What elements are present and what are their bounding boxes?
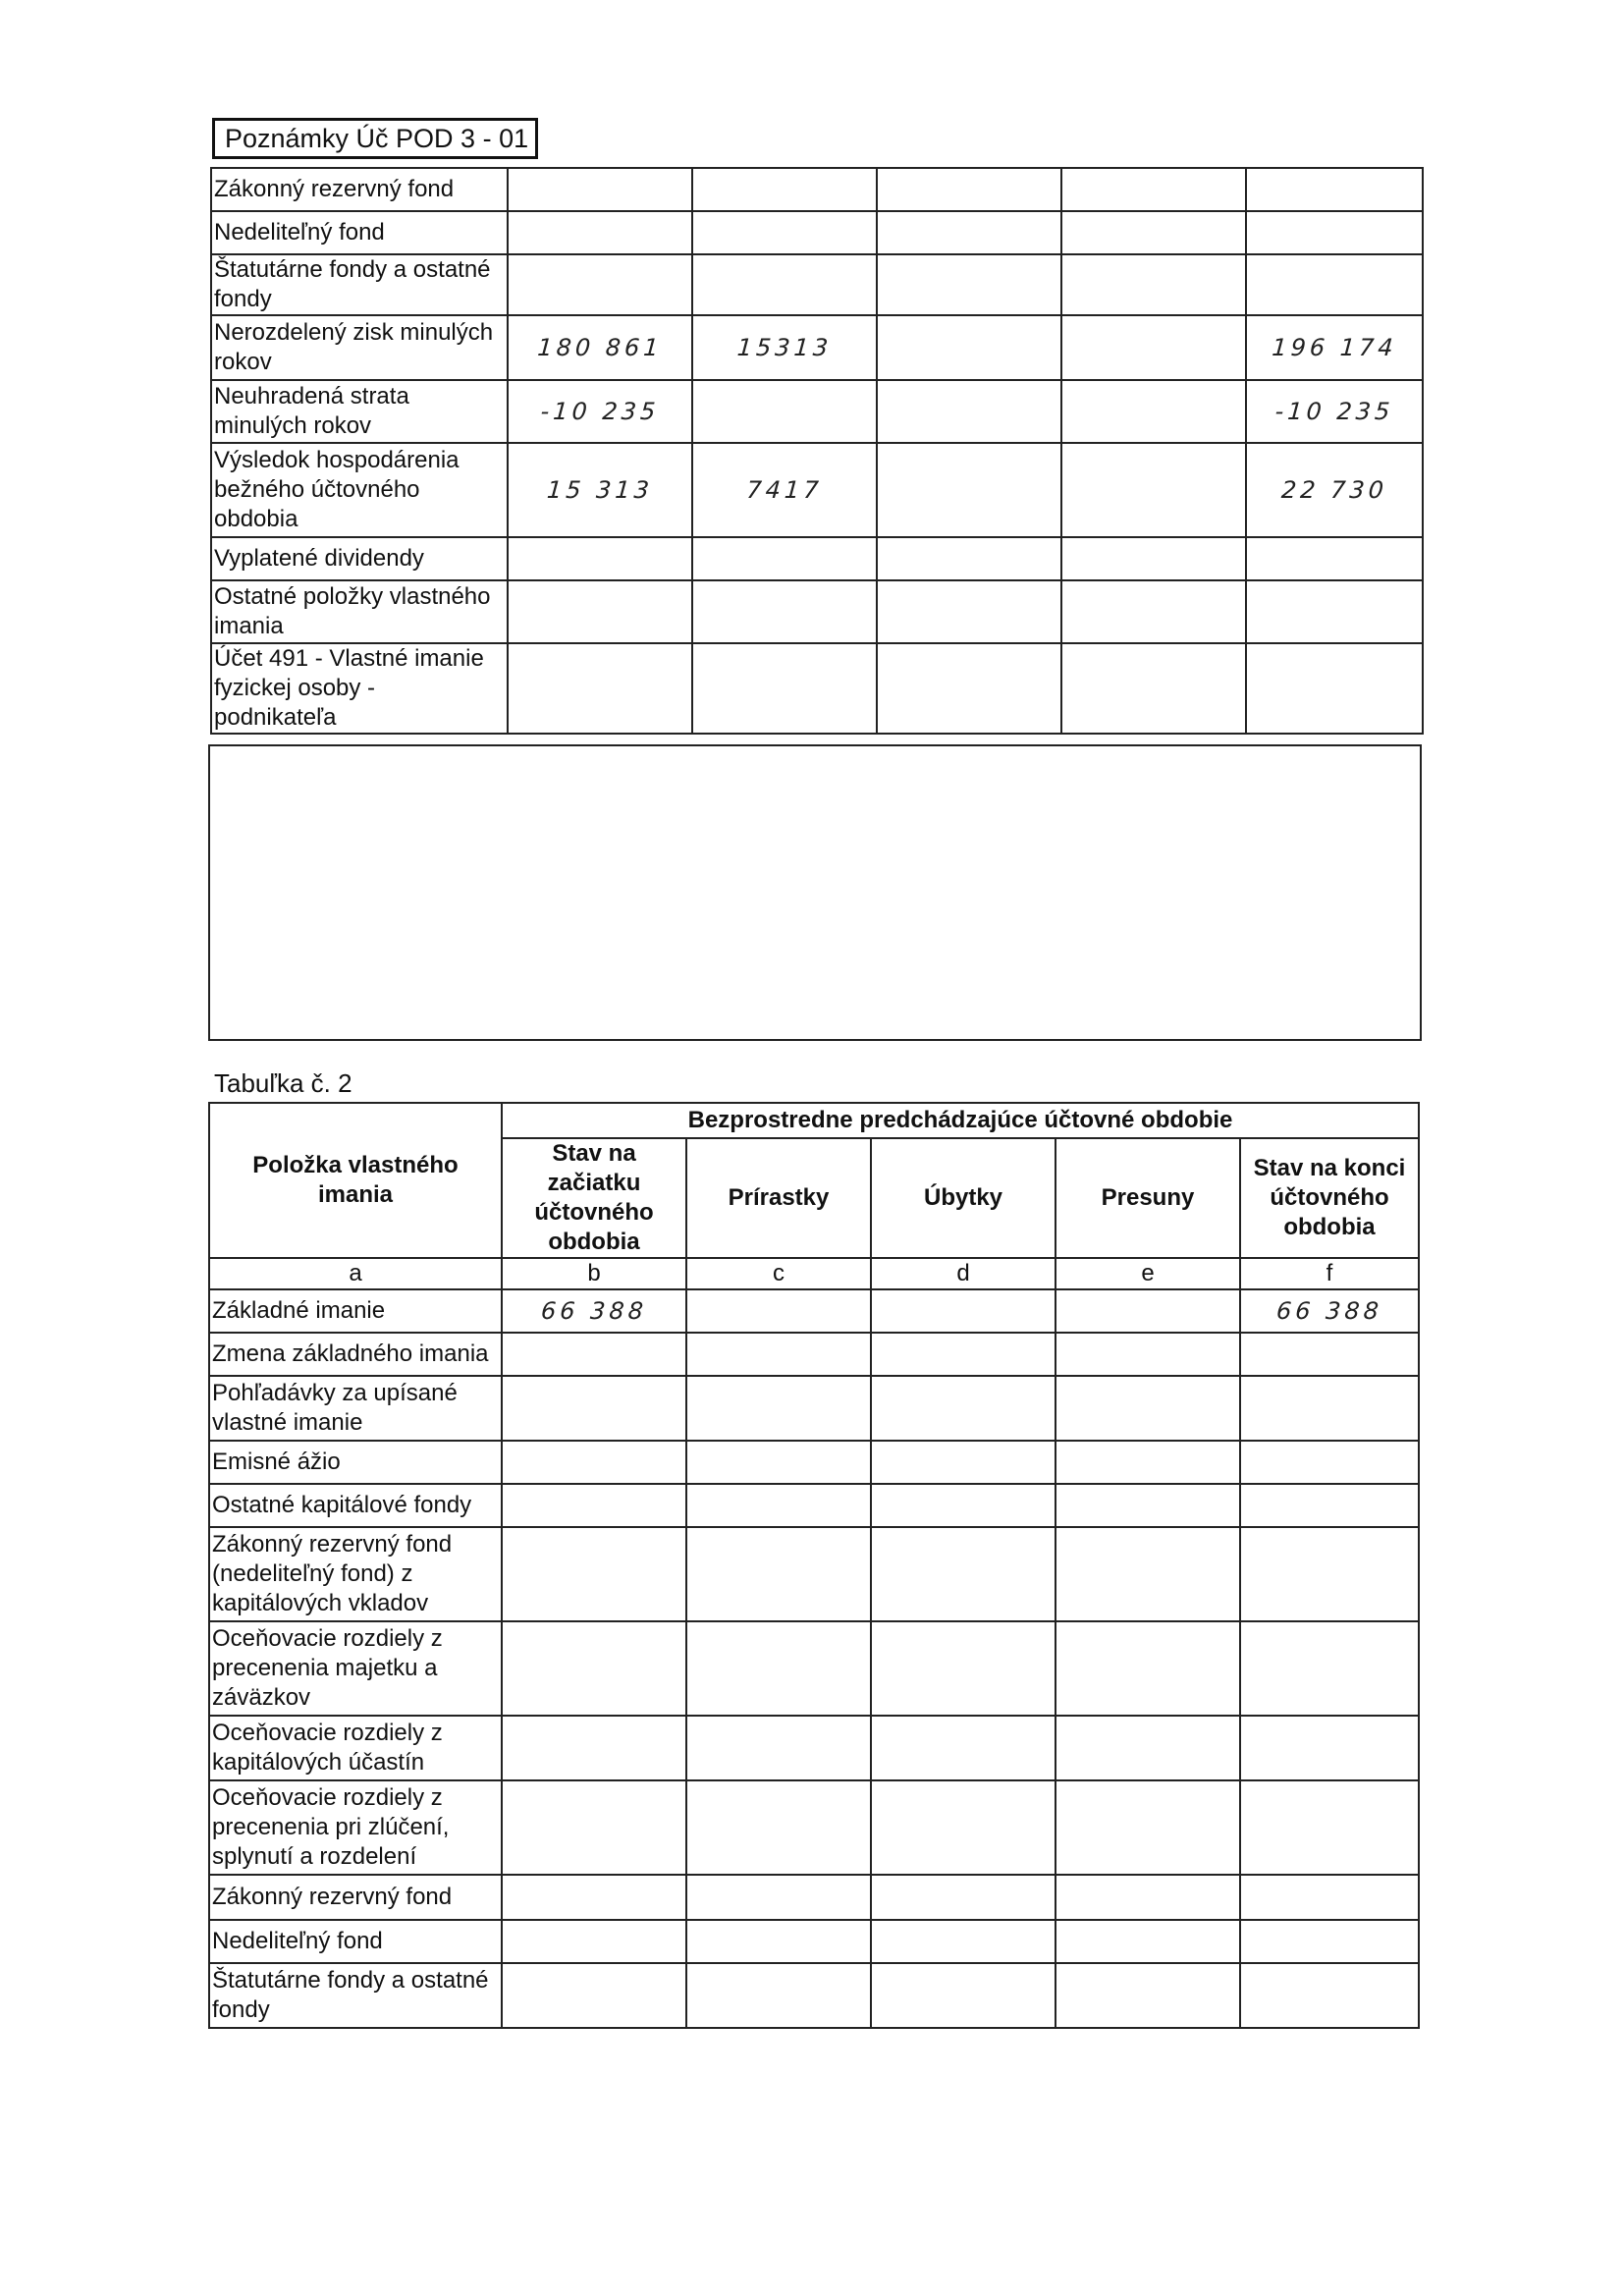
- value-cell-e: [1059, 537, 1247, 580]
- value-cell-d: [868, 1780, 1059, 1875]
- value-cell-e: [1054, 1716, 1243, 1780]
- value-cell-e: [1059, 315, 1249, 380]
- value-cell-c: [684, 1963, 874, 2028]
- value-cell-e: [1059, 580, 1248, 643]
- value-cell-f: [1237, 1621, 1423, 1716]
- header-start: Stav na začiatku účtovného obdobia: [502, 1138, 686, 1258]
- value-cell-e: [1059, 254, 1248, 315]
- value-cell-b: [506, 580, 694, 643]
- value-cell-d: [868, 1621, 1059, 1716]
- value-cell-d: [869, 1376, 1058, 1441]
- table-row: [211, 315, 1423, 380]
- value-cell-d: [875, 315, 1064, 380]
- value-cell-c: [684, 1875, 872, 1920]
- value-cell-c: [684, 1289, 872, 1333]
- value-cell-c: 15313: [690, 315, 880, 380]
- table-row: [209, 1780, 1419, 1875]
- value-cell-d: [875, 580, 1063, 643]
- value-cell-f: [1244, 254, 1425, 315]
- row-label: Zmena základného imania: [209, 1333, 502, 1376]
- value-cell-c: [683, 1621, 875, 1716]
- value-cell-c: [690, 211, 878, 254]
- value-cell-f: [1243, 643, 1426, 734]
- value-cell-b: 180 861: [506, 315, 695, 380]
- value-cell-f: [1238, 1963, 1422, 2028]
- value-cell-e: [1054, 1920, 1241, 1963]
- value-cell-d: [869, 1963, 1058, 2028]
- table-row: [209, 1920, 1419, 1963]
- header-decrease: Úbytky: [871, 1138, 1056, 1258]
- value-cell-c: [690, 380, 879, 443]
- header-end: Stav na konci účtovného obdobia: [1240, 1138, 1419, 1258]
- value-cell-c: [689, 643, 880, 734]
- form-code-title: Poznámky Úč POD 3 - 01: [212, 118, 538, 159]
- table-row: [209, 1963, 1419, 2028]
- col-letter-e: e: [1056, 1258, 1240, 1289]
- table-row: [211, 580, 1423, 643]
- value-cell-b: [500, 1484, 687, 1527]
- header-increase: Prírastky: [686, 1138, 871, 1258]
- value-cell-f: [1238, 1716, 1422, 1780]
- value-cell-c: [684, 1716, 874, 1780]
- value-cell-f: 66 388: [1238, 1289, 1420, 1333]
- value-cell-e: [1053, 1527, 1244, 1621]
- value-cell-c: [683, 1527, 875, 1621]
- header-transfers: Presuny: [1056, 1138, 1240, 1258]
- table-row: [211, 443, 1423, 537]
- value-cell-b: [506, 537, 693, 580]
- row-label: Štatutárne fondy a ostatné fondy: [209, 1963, 502, 2028]
- col-letter-a: a: [209, 1258, 502, 1289]
- table-row: [209, 1333, 1419, 1376]
- value-cell-d: [874, 443, 1065, 537]
- value-cell-b: [500, 1963, 689, 2028]
- value-cell-b: [500, 1920, 687, 1963]
- value-cell-c: [683, 1780, 875, 1875]
- table-row: [211, 211, 1423, 254]
- table-row: [209, 1441, 1419, 1484]
- value-cell-d: [875, 537, 1062, 580]
- table-row: [209, 1716, 1419, 1780]
- value-cell-b: -10 235: [506, 380, 694, 443]
- row-label: Nedeliteľný fond: [211, 211, 508, 254]
- value-cell-b: [499, 1621, 690, 1716]
- value-cell-c: [690, 580, 879, 643]
- value-cell-c: [684, 1376, 874, 1441]
- value-cell-e: [1054, 1376, 1243, 1441]
- row-label: Štatutárne fondy a ostatné fondy: [211, 254, 508, 315]
- value-cell-b: 66 388: [500, 1289, 687, 1333]
- value-cell-e: [1058, 643, 1249, 734]
- row-label: Vyplatené dividendy: [211, 537, 508, 580]
- value-cell-f: [1237, 1780, 1423, 1875]
- value-cell-b: [506, 211, 693, 254]
- value-cell-e: [1059, 380, 1248, 443]
- table-row: [209, 1875, 1419, 1920]
- value-cell-b: [500, 1716, 689, 1780]
- value-cell-d: [869, 1333, 1056, 1376]
- value-cell-b: 15 313: [505, 443, 696, 537]
- value-cell-f: 196 174: [1244, 315, 1426, 380]
- equity-table-continued: [210, 167, 1424, 735]
- col-letter-c: c: [686, 1258, 871, 1289]
- row-label: Oceňovacie rozdiely z precenenia pri zlúčení, splynutí a rozdelení: [209, 1780, 502, 1875]
- table-row: [209, 1621, 1419, 1716]
- value-cell-f: [1238, 1920, 1420, 1963]
- value-cell-e: [1059, 211, 1247, 254]
- table-row: [209, 1289, 1419, 1333]
- value-cell-f: [1244, 537, 1424, 580]
- row-label: Ostatné kapitálové fondy: [209, 1484, 502, 1527]
- value-cell-e: [1058, 443, 1250, 537]
- value-cell-f: [1237, 1527, 1423, 1621]
- value-cell-d: [875, 168, 1062, 211]
- row-label: Nedeliteľný fond: [209, 1920, 502, 1963]
- header-period: Bezprostredne predchádzajúce účtovné obdobie: [502, 1103, 1419, 1138]
- row-label: Oceňovacie rozdiely z kapitálových účastín: [209, 1716, 502, 1780]
- value-cell-f: [1244, 580, 1425, 643]
- value-cell-d: [869, 1920, 1056, 1963]
- value-cell-f: [1244, 168, 1424, 211]
- value-cell-c: [684, 1333, 872, 1376]
- row-label: Neuhradená strata minulých rokov: [211, 380, 508, 443]
- value-cell-d: [869, 1484, 1056, 1527]
- value-cell-d: [869, 1441, 1056, 1484]
- value-cell-e: [1054, 1289, 1241, 1333]
- value-cell-f: [1244, 211, 1424, 254]
- value-cell-e: [1053, 1621, 1244, 1716]
- value-cell-e: [1054, 1333, 1241, 1376]
- value-cell-c: [684, 1920, 872, 1963]
- col-letter-f: f: [1240, 1258, 1419, 1289]
- value-cell-c: 7417: [689, 443, 881, 537]
- value-cell-f: [1238, 1875, 1420, 1920]
- value-cell-e: [1059, 168, 1247, 211]
- value-cell-e: [1054, 1484, 1241, 1527]
- col-letter-d: d: [871, 1258, 1056, 1289]
- value-cell-c: [690, 537, 878, 580]
- value-cell-f: [1238, 1376, 1422, 1441]
- value-cell-e: [1054, 1441, 1241, 1484]
- value-cell-d: [869, 1875, 1056, 1920]
- table-row: [211, 168, 1423, 211]
- table-row: [211, 380, 1423, 443]
- table-row: [209, 1484, 1419, 1527]
- value-cell-f: [1238, 1333, 1420, 1376]
- value-cell-d: [875, 380, 1063, 443]
- row-label: Emisné ážio: [209, 1441, 502, 1484]
- value-cell-d: [875, 211, 1062, 254]
- value-cell-d: [874, 643, 1064, 734]
- row-label: Nerozdelený zisk minulých rokov: [211, 315, 508, 380]
- row-label: Pohľadávky za upísané vlastné imanie: [209, 1376, 502, 1441]
- value-cell-b: [499, 1780, 690, 1875]
- value-cell-b: [499, 1527, 690, 1621]
- row-label: Ostatné položky vlastného imania: [211, 580, 508, 643]
- value-cell-d: [868, 1527, 1059, 1621]
- value-cell-f: 22 730: [1243, 443, 1427, 537]
- notes-box: [208, 744, 1422, 1041]
- table-row: [211, 254, 1423, 315]
- col-letter-b: b: [502, 1258, 686, 1289]
- row-label: Základné imanie: [209, 1289, 502, 1333]
- value-cell-f: [1238, 1441, 1420, 1484]
- value-cell-b: [505, 643, 695, 734]
- value-cell-e: [1054, 1875, 1241, 1920]
- value-cell-b: [506, 254, 694, 315]
- row-label: Zákonný rezervný fond (nedeliteľný fond) z kapitálových vkladov: [209, 1527, 502, 1621]
- equity-table-2: [208, 1102, 1420, 2029]
- value-cell-b: [500, 1875, 687, 1920]
- value-cell-c: [690, 168, 878, 211]
- value-cell-d: [869, 1716, 1058, 1780]
- header-item: Položka vlastného imania: [209, 1103, 502, 1258]
- table-2-title: Tabuľka č. 2: [214, 1068, 352, 1098]
- value-cell-b: [506, 168, 693, 211]
- value-cell-f: [1238, 1484, 1420, 1527]
- value-cell-d: [869, 1289, 1056, 1333]
- value-cell-e: [1054, 1963, 1243, 2028]
- value-cell-e: [1053, 1780, 1244, 1875]
- table-row: [209, 1527, 1419, 1621]
- value-cell-b: [500, 1333, 687, 1376]
- table-row: [211, 537, 1423, 580]
- row-label: Zákonný rezervný fond: [209, 1875, 502, 1920]
- value-cell-b: [500, 1441, 687, 1484]
- value-cell-b: [500, 1376, 689, 1441]
- row-label: Zákonný rezervný fond: [211, 168, 508, 211]
- value-cell-f: -10 235: [1244, 380, 1425, 443]
- value-cell-c: [690, 254, 879, 315]
- value-cell-c: [684, 1484, 872, 1527]
- row-label: Účet 491 - Vlastné imanie fyzickej osoby - podnikateľa: [211, 643, 508, 734]
- table-row: [209, 1376, 1419, 1441]
- table-row: [211, 643, 1423, 734]
- row-label: Výsledok hospodárenia bežného účtovného obdobia: [211, 443, 508, 537]
- value-cell-d: [875, 254, 1063, 315]
- value-cell-c: [684, 1441, 872, 1484]
- row-label: Oceňovacie rozdiely z precenenia majetku a záväzkov: [209, 1621, 502, 1716]
